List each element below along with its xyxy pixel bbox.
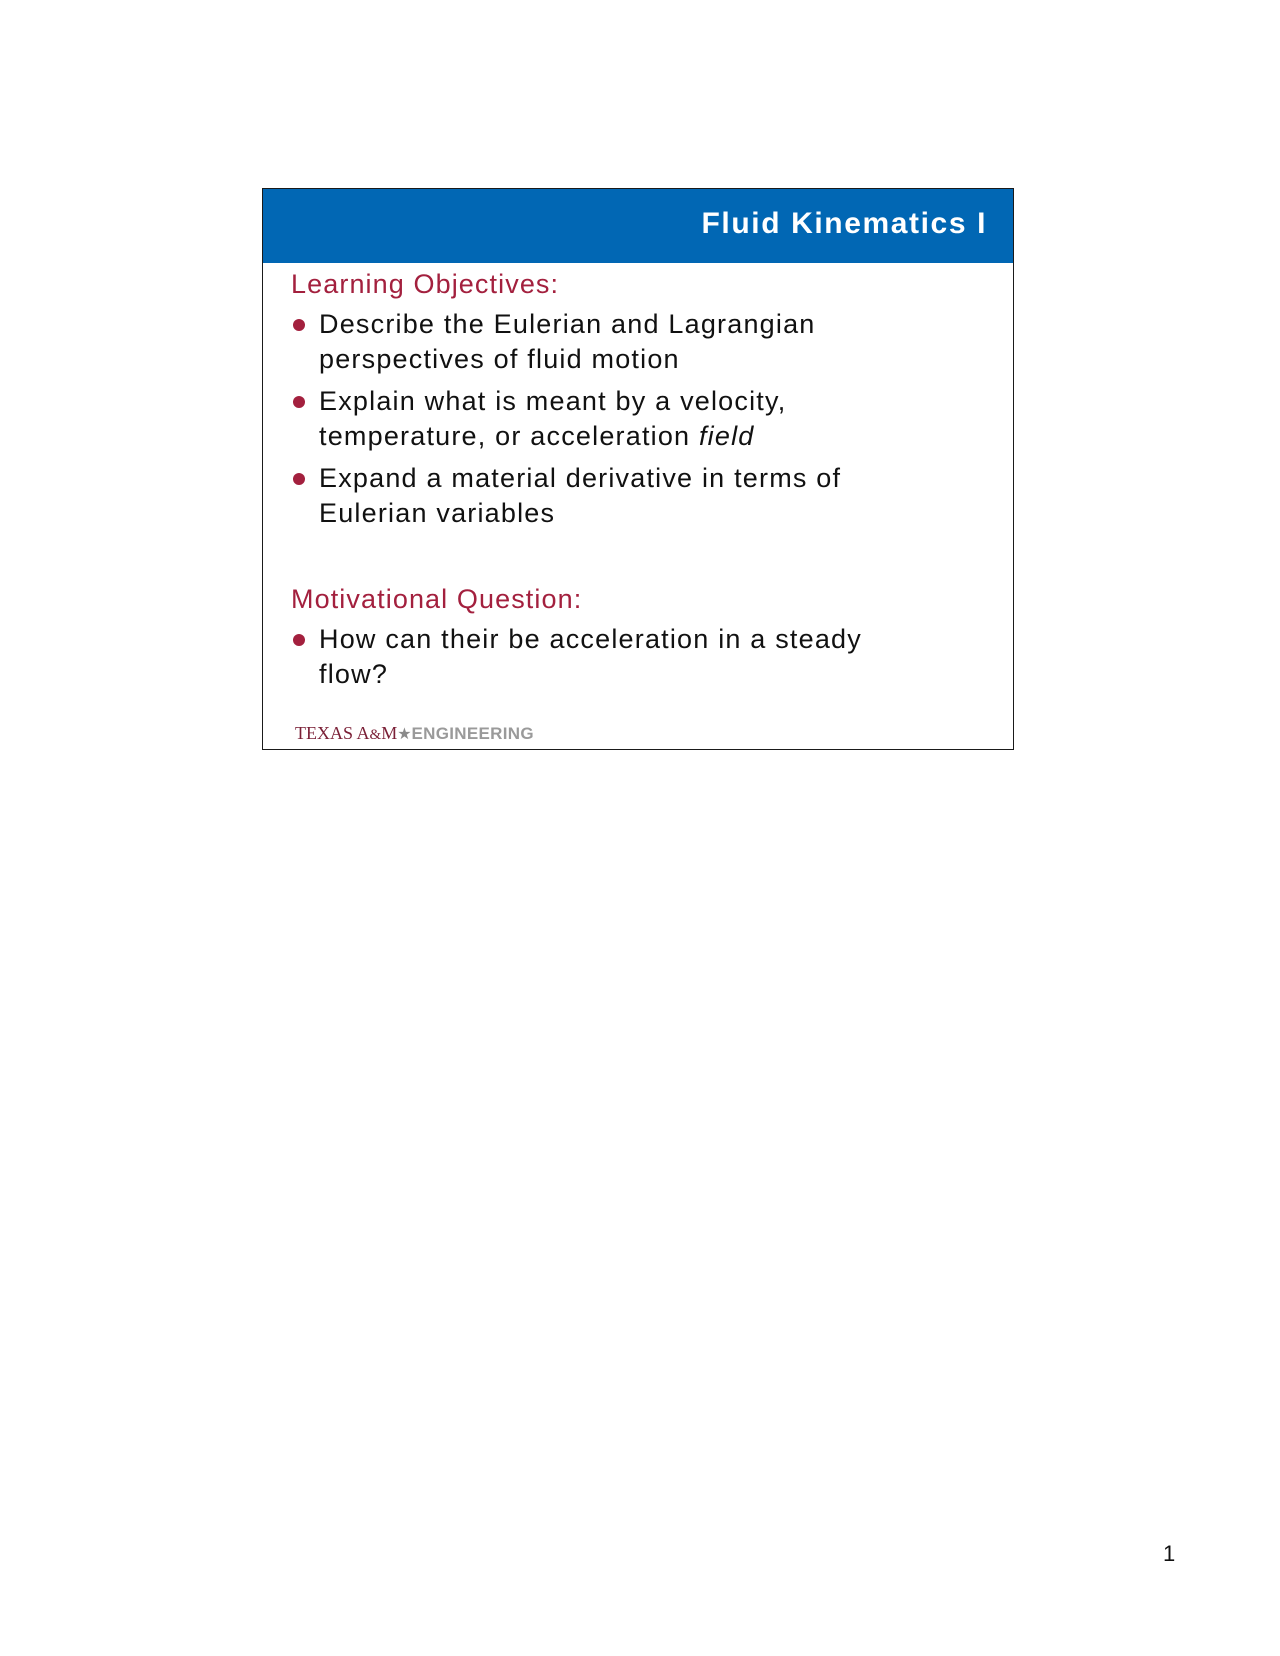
- logo-m: M: [381, 723, 398, 743]
- page-number: 1: [1163, 1541, 1176, 1566]
- list-item: [291, 307, 841, 377]
- slide: [262, 188, 1014, 750]
- motivational-question-heading: Motivational Question:: [291, 584, 583, 614]
- texas-am-engineering-logo: [295, 724, 534, 743]
- learning-objectives-list: [291, 307, 841, 531]
- logo-engineering: ENGINEERING: [411, 724, 534, 743]
- motivational-question-list: [291, 622, 862, 692]
- logo-ampersand: &: [369, 727, 382, 743]
- bullet-line: Eulerian variables: [319, 498, 556, 528]
- bullet-dot-icon: [293, 634, 305, 646]
- list-item: [291, 622, 862, 692]
- logo-texas: TEXAS A: [295, 723, 370, 743]
- bullet-dot-icon: [293, 319, 305, 331]
- bullet-dot-icon: [293, 396, 305, 408]
- bullet-line: flow?: [319, 659, 389, 689]
- italic-field-word: field: [698, 421, 755, 451]
- list-item: [291, 461, 841, 531]
- slide-header: [263, 189, 1013, 263]
- learning-objectives-heading: Learning Objectives:: [291, 269, 560, 299]
- bullet-line: perspectives of fluid motion: [319, 344, 680, 374]
- bullet-line-prefix: temperature, or acceleration: [319, 421, 691, 451]
- bullet-line: How can their be acceleration in a steady: [319, 624, 862, 654]
- bullet-dot-icon: [293, 473, 305, 485]
- bullet-line: Expand a material derivative in terms of: [319, 463, 842, 493]
- list-item: [291, 384, 841, 454]
- slide-title: Fluid Kinematics I: [701, 207, 987, 240]
- bullet-line: [319, 419, 841, 454]
- bullet-line: Explain what is meant by a velocity,: [319, 386, 787, 416]
- star-icon: ★: [397, 726, 412, 743]
- bullet-line: Describe the Eulerian and Lagrangian: [319, 309, 816, 339]
